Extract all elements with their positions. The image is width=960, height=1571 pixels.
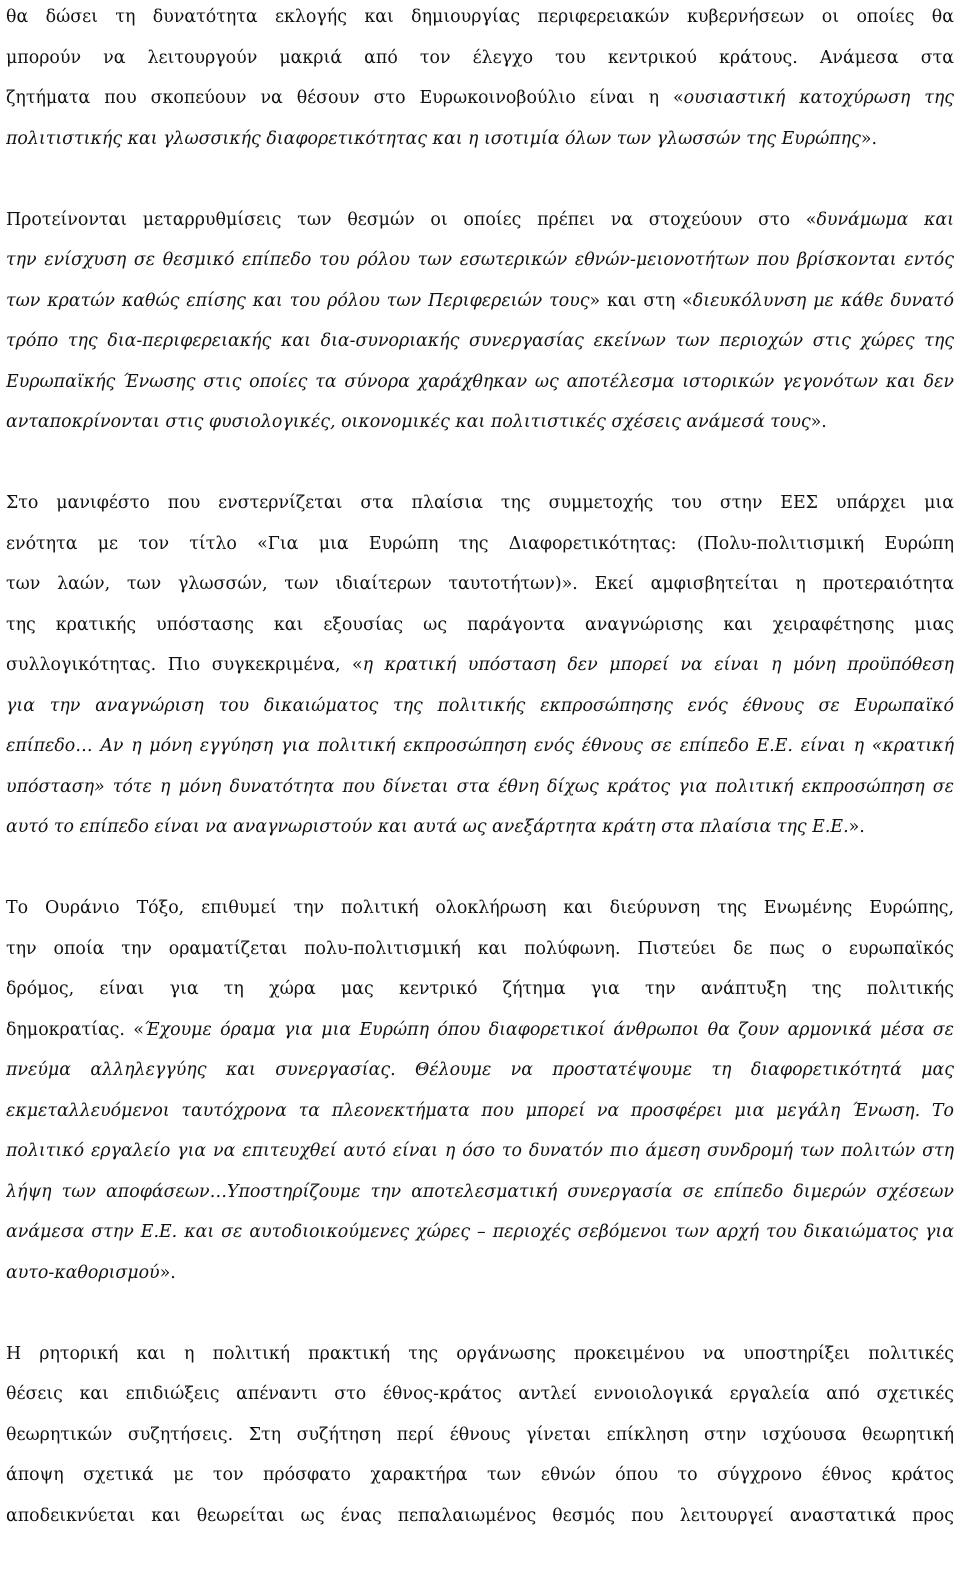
- text-line: [6, 362, 954, 403]
- text-line: [6, 969, 954, 1010]
- text-line: [6, 119, 954, 160]
- italic-text: αυτο-καθορισμού: [6, 1262, 160, 1283]
- text-line: [6, 1131, 954, 1172]
- text-line: [6, 321, 954, 362]
- italic-text: ανταποκρίνονται στις φυσιολογικές, οικονομικές και πολιτιστικές σχέσεις ανάμεσά τους: [6, 412, 811, 432]
- italic-text: των κρατών καθώς επίσης και του ρόλου των Περιφερειών τους: [6, 290, 590, 311]
- text-segment: Το Ουράνιο Τόξο, επιθυμεί την πολιτική ολοκλήρωση και διεύρυνση της Ενωμένης Ευρώπης,: [6, 898, 954, 918]
- italic-text: υπόσταση» τότε η μόνη δυνατότητα που δίνεται στα έθνη δίχως κράτος για πολιτική εκπροσώπηση σε: [6, 776, 954, 797]
- text-line: [6, 524, 954, 565]
- text-segment: θεωρητικών συζητήσεις. Στη συζήτηση περί έθνους γίνεται επίκληση στην ισχύουσα θεωρητική: [6, 1424, 954, 1445]
- italic-text: λήψη των αποφάσεων…Υποστηρίζουμε την αποτελεσματική συνεργασία σε επίπεδο διμερών σχέσεων: [6, 1181, 954, 1202]
- text-segment: θέσεις και επιδιώξεις απέναντι στο έθνος-κράτος αντλεί εννοιολογικά εργαλεία από σχετικές: [6, 1384, 954, 1404]
- text-segment: της κρατικής υπόστασης και εξουσίας ως παράγοντα αναγνώρισης και χειραφέτησης μιας: [6, 614, 954, 635]
- text-line: [6, 888, 954, 929]
- text-line: [6, 1496, 954, 1537]
- text-line: [6, 564, 954, 605]
- italic-text: πολιτιστικής και γλωσσικής διαφορετικότητας και η ισοτιμία όλων των γλωσσών της Ευρώπης: [6, 128, 861, 149]
- text-segment: την οποία την οραματίζεται πολυ-πολιτισμική και πολύφωνη. Πιστεύει δε πως ο ευρωπαϊκός: [6, 938, 954, 959]
- text-segment: » και στη «: [589, 290, 693, 311]
- text-segment: ».: [848, 817, 865, 837]
- text-line: [6, 1212, 954, 1253]
- text-line: [6, 1253, 954, 1294]
- text-line: [6, 78, 954, 119]
- text-segment: δημοκρατίας. «: [6, 1019, 144, 1040]
- text-line: [6, 1172, 954, 1213]
- text-line: [6, 767, 954, 808]
- text-line: [6, 1374, 954, 1415]
- text-line: [6, 240, 954, 281]
- italic-text: επίπεδο… Αν η μόνη εγγύηση για πολιτική εκπροσώπηση ενός έθνους σε επίπεδο Ε.Ε. είναι η «κρατική: [6, 736, 954, 756]
- text-line: [6, 402, 954, 443]
- text-line: [6, 1415, 954, 1456]
- text-line: [6, 807, 954, 848]
- paragraph: [6, 483, 954, 848]
- text-line: [6, 929, 954, 970]
- italic-text: ουσιαστική κατοχύρωση της: [683, 88, 954, 108]
- italic-text: διευκόλυνση με κάθε δυνατό: [692, 290, 954, 311]
- text-segment: δρόμος, είναι για τη χώρα μας κεντρικό ζήτημα για την ανάπτυξη της πολιτικής: [6, 979, 954, 999]
- italic-text: εκμεταλλευόμενοι ταυτόχρονα τα πλεονεκτήματα που μπορεί να προσφέρει μια μεγάλη Ένωση. Το: [6, 1100, 954, 1121]
- italic-text: τρόπο της δια-περιφερειακής και δια-συνοριακής συνεργασίας εκείνων των περιοχών στις χώρες της: [6, 331, 954, 351]
- text-segment: αποδεικνύεται και θεωρείται ως ένας πεπαλαιωμένος θεσμός που λειτουργεί αναστατικά προς: [6, 1505, 954, 1526]
- text-segment: των λαών, των γλωσσών, των ιδιαίτερων ταυτοτήτων)». Εκεί αμφισβητείται η προτεραιότητα: [6, 574, 954, 594]
- text-line: [6, 726, 954, 767]
- text-line: [6, 200, 954, 241]
- text-line: [6, 0, 954, 38]
- text-segment: Στο μανιφέστο που ενστερνίζεται στα πλαίσια της συμμετοχής του στην ΕΕΣ υπάρχει μια: [6, 493, 954, 513]
- document-page: [6, 0, 954, 1536]
- italic-text: αυτό το επίπεδο είναι να αναγνωριστούν και αυτά ως ανεξάρτητα κράτη στα πλαίσια της Ε.Ε.: [6, 817, 849, 837]
- text-line: [6, 605, 954, 646]
- text-segment: άποψη σχετικά με τον πρόσφατο χαρακτήρα των εθνών όπου το σύγχρονο έθνος κράτος: [6, 1465, 954, 1485]
- text-segment: Η ρητορική και η πολιτική πρακτική της οργάνωσης προκειμένου να υποστηρίξει πολιτικές: [6, 1343, 954, 1364]
- paragraph: [6, 200, 954, 443]
- italic-text: πνεύμα αλληλεγγύης και συνεργασίας. Θέλουμε να προστατέψουμε τη διαφορετικότητά μας: [6, 1060, 954, 1080]
- text-segment: μπορούν να λειτουργούν μακριά από τον έλεγχο του κεντρικού κράτους. Ανάμεσα στα: [6, 47, 954, 68]
- text-line: [6, 38, 954, 79]
- text-segment: συλλογικότητας. Πιο συγκεκριμένα, «: [6, 655, 363, 675]
- text-line: [6, 1091, 954, 1132]
- italic-text: η κρατική υπόσταση δεν μπορεί να είναι η μόνη προϋπόθεση: [362, 655, 954, 675]
- paragraph: [6, 0, 954, 159]
- text-line: [6, 281, 954, 322]
- text-line: [6, 1010, 954, 1051]
- text-line: [6, 1455, 954, 1496]
- text-segment: ενότητα με τον τίτλο «Για μια Ευρώπη της Διαφορετικότητας: (Πολυ-πολιτισμική Ευρώπη: [6, 533, 954, 554]
- text-segment: ».: [159, 1262, 176, 1283]
- text-line: [6, 1050, 954, 1091]
- text-segment: ζητήματα που σκοπεύουν να θέσουν στο Ευρωκοινοβούλιο είναι η «: [6, 88, 684, 108]
- text-segment: ».: [860, 128, 878, 149]
- italic-text: δυνάμωμα και: [816, 209, 954, 230]
- text-line: [6, 686, 954, 727]
- text-line: [6, 645, 954, 686]
- text-segment: Προτείνονται μεταρρυθμίσεις των θεσμών οι οποίες πρέπει να στοχεύουν στο «: [6, 209, 817, 230]
- italic-text: Έχουμε όραμα για μια Ευρώπη όπου διαφορετικοί άνθρωποι θα ζουν αρμονικά μέσα σε: [143, 1019, 954, 1040]
- italic-text: πολιτικό εργαλείο για να επιτευχθεί αυτό είναι η όσο το δυνατόν πιο άμεση συνδρομή των πολιτών στη: [6, 1141, 954, 1161]
- italic-text: Ευρωπαϊκής Ένωσης στις οποίες τα σύνορα χαράχθηκαν ως αποτέλεσμα ιστορικών γεγονότων και δεν: [6, 371, 954, 392]
- paragraph: [6, 1334, 954, 1537]
- text-segment: ».: [810, 412, 827, 432]
- text-line: [6, 483, 954, 524]
- paragraph: [6, 888, 954, 1293]
- italic-text: για την αναγνώριση του δικαιώματος της πολιτικής εκπροσώπησης ενός έθνους σε Ευρωπαϊκό: [6, 695, 954, 716]
- italic-text: την ενίσχυση σε θεσμικό επίπεδο του ρόλου των εσωτερικών εθνών-μειονοτήτων που βρίσκονται εντός: [6, 250, 954, 270]
- italic-text: ανάμεσα στην Ε.Ε. και σε αυτοδιοικούμενες χώρες – περιοχές σεβόμενοι των αρχή του δικαιώματος για: [6, 1222, 954, 1242]
- text-segment: θα δώσει τη δυνατότητα εκλογής και δημιουργίας περιφερειακών κυβερνήσεων οι οποίες θα: [6, 7, 954, 27]
- text-line: [6, 1334, 954, 1375]
